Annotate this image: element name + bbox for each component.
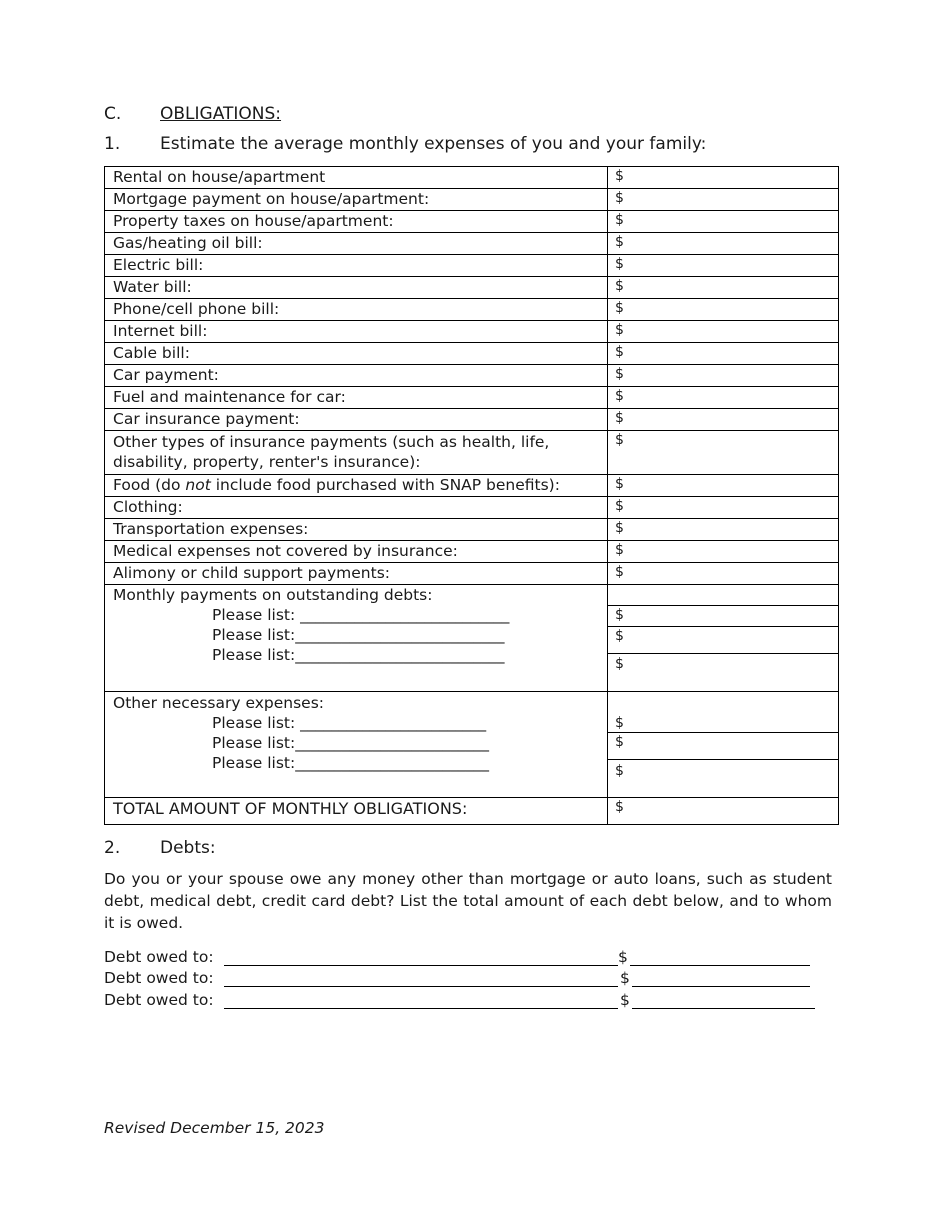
amount-field[interactable]: $ xyxy=(608,211,839,233)
amount-field[interactable]: $ xyxy=(608,299,839,321)
expense-label: Phone/cell phone bill: xyxy=(105,299,608,321)
amount-field[interactable]: $ xyxy=(608,387,839,409)
expense-label: Cable bill: xyxy=(105,343,608,365)
creditor-field[interactable] xyxy=(224,986,618,987)
debt-label: Debt owed to: xyxy=(104,991,214,1009)
expense-label: Internet bill: xyxy=(105,321,608,343)
expense-label: Fuel and maintenance for car: xyxy=(105,387,608,409)
amount-field[interactable]: $ xyxy=(608,475,839,497)
debt-amount-field[interactable] xyxy=(632,1008,815,1009)
expense-label: Property taxes on house/apartment: xyxy=(105,211,608,233)
debt-label: Debt owed to: xyxy=(104,969,214,987)
please-list-line[interactable]: Please list: ________________________ xyxy=(212,714,487,732)
table-row xyxy=(105,343,839,365)
table-row xyxy=(105,585,839,606)
table-row xyxy=(105,321,839,343)
total-label: TOTAL AMOUNT OF MONTHLY OBLIGATIONS: xyxy=(105,798,608,825)
creditor-field[interactable] xyxy=(224,965,618,966)
table-row xyxy=(105,189,839,211)
other-expenses-block xyxy=(105,692,608,798)
amount-field-empty xyxy=(608,585,839,606)
other-expenses-heading: Other necessary expenses: xyxy=(113,694,325,712)
amount-field[interactable]: $ xyxy=(608,255,839,277)
amount-field[interactable]: $ xyxy=(608,431,839,475)
debt-row xyxy=(104,969,824,990)
expense-label: Alimony or child support payments: xyxy=(105,563,608,585)
table-row xyxy=(105,277,839,299)
currency-sign: $ xyxy=(620,991,630,1009)
expense-label: Transportation expenses: xyxy=(105,519,608,541)
question-number: 2. xyxy=(104,838,121,858)
amount-field[interactable]: $ xyxy=(608,654,839,692)
table-row xyxy=(105,233,839,255)
table-row xyxy=(105,497,839,519)
amount-field[interactable]: $ xyxy=(608,760,839,798)
section-heading xyxy=(104,104,281,124)
table-row xyxy=(105,387,839,409)
question-title: Debts: xyxy=(160,838,216,858)
debts-block xyxy=(105,585,608,692)
section-letter: C. xyxy=(104,104,122,124)
question-text: Estimate the average monthly expenses of you and your family: xyxy=(160,134,707,154)
debt-row xyxy=(104,991,824,1012)
question-2 xyxy=(104,838,216,858)
amount-field[interactable]: $ xyxy=(608,233,839,255)
please-list-line[interactable]: Please list:___________________________ xyxy=(212,646,505,664)
debt-row xyxy=(104,948,824,969)
question-number: 1. xyxy=(104,134,121,154)
amount-field[interactable]: $ xyxy=(608,189,839,211)
amount-field[interactable]: $ xyxy=(608,519,839,541)
amount-field[interactable]: $ xyxy=(608,321,839,343)
currency-sign: $ xyxy=(620,969,630,987)
table-row xyxy=(105,167,839,189)
table-row xyxy=(105,692,839,733)
table-row xyxy=(105,431,839,475)
table-row xyxy=(105,519,839,541)
expense-label: Electric bill: xyxy=(105,255,608,277)
expense-label-food: Food (do not include food purchased with SNAP benefits): xyxy=(105,475,608,497)
amount-field[interactable]: $ xyxy=(608,692,839,733)
debts-heading: Monthly payments on outstanding debts: xyxy=(113,586,433,604)
expense-label: Car insurance payment: xyxy=(105,409,608,431)
please-list-line[interactable]: Please list:_________________________ xyxy=(212,734,489,752)
total-amount-field[interactable]: $ xyxy=(608,798,839,825)
question-1 xyxy=(104,134,706,154)
debts-instructions: Do you or your spouse owe any money other than mortgage or auto loans, such as student debt, medical debt, credit card debt? List the total amount of each debt below, and to whom it is owed. xyxy=(104,870,832,932)
table-row xyxy=(105,211,839,233)
section-title: OBLIGATIONS: xyxy=(160,104,282,124)
amount-field[interactable]: $ xyxy=(608,541,839,563)
table-row-total xyxy=(105,798,839,825)
amount-field[interactable]: $ xyxy=(608,627,839,654)
revision-date: Revised December 15, 2023 xyxy=(104,1119,325,1137)
table-row xyxy=(105,255,839,277)
table-row xyxy=(105,365,839,387)
currency-sign: $ xyxy=(618,948,628,966)
table-row xyxy=(105,563,839,585)
amount-field[interactable]: $ xyxy=(608,365,839,387)
please-list-line[interactable]: Please list: ___________________________ xyxy=(212,606,510,624)
amount-field[interactable]: $ xyxy=(608,733,839,760)
table-row xyxy=(105,475,839,497)
expense-label: Rental on house/apartment xyxy=(105,167,608,189)
debt-amount-field[interactable] xyxy=(632,986,810,987)
expenses-table xyxy=(104,166,839,825)
amount-field[interactable]: $ xyxy=(608,167,839,189)
please-list-line[interactable]: Please list:_________________________ xyxy=(212,754,489,772)
expense-label: Clothing: xyxy=(105,497,608,519)
please-list-line[interactable]: Please list:___________________________ xyxy=(212,626,505,644)
table-row xyxy=(105,299,839,321)
amount-field[interactable]: $ xyxy=(608,277,839,299)
amount-field[interactable]: $ xyxy=(608,409,839,431)
debt-label: Debt owed to: xyxy=(104,948,214,966)
debt-amount-field[interactable] xyxy=(630,965,810,966)
expense-label: Water bill: xyxy=(105,277,608,299)
amount-field[interactable]: $ xyxy=(608,563,839,585)
table-row xyxy=(105,541,839,563)
expense-label: Mortgage payment on house/apartment: xyxy=(105,189,608,211)
expense-label: Gas/heating oil bill: xyxy=(105,233,608,255)
creditor-field[interactable] xyxy=(224,1008,618,1009)
expense-label: Other types of insurance payments (such as health, life, disability, property, renter's insurance): xyxy=(105,431,608,475)
amount-field[interactable]: $ xyxy=(608,497,839,519)
amount-field[interactable]: $ xyxy=(608,606,839,627)
expense-label: Car payment: xyxy=(105,365,608,387)
table-row xyxy=(105,409,839,431)
amount-field[interactable]: $ xyxy=(608,343,839,365)
expense-label: Medical expenses not covered by insurance: xyxy=(105,541,608,563)
